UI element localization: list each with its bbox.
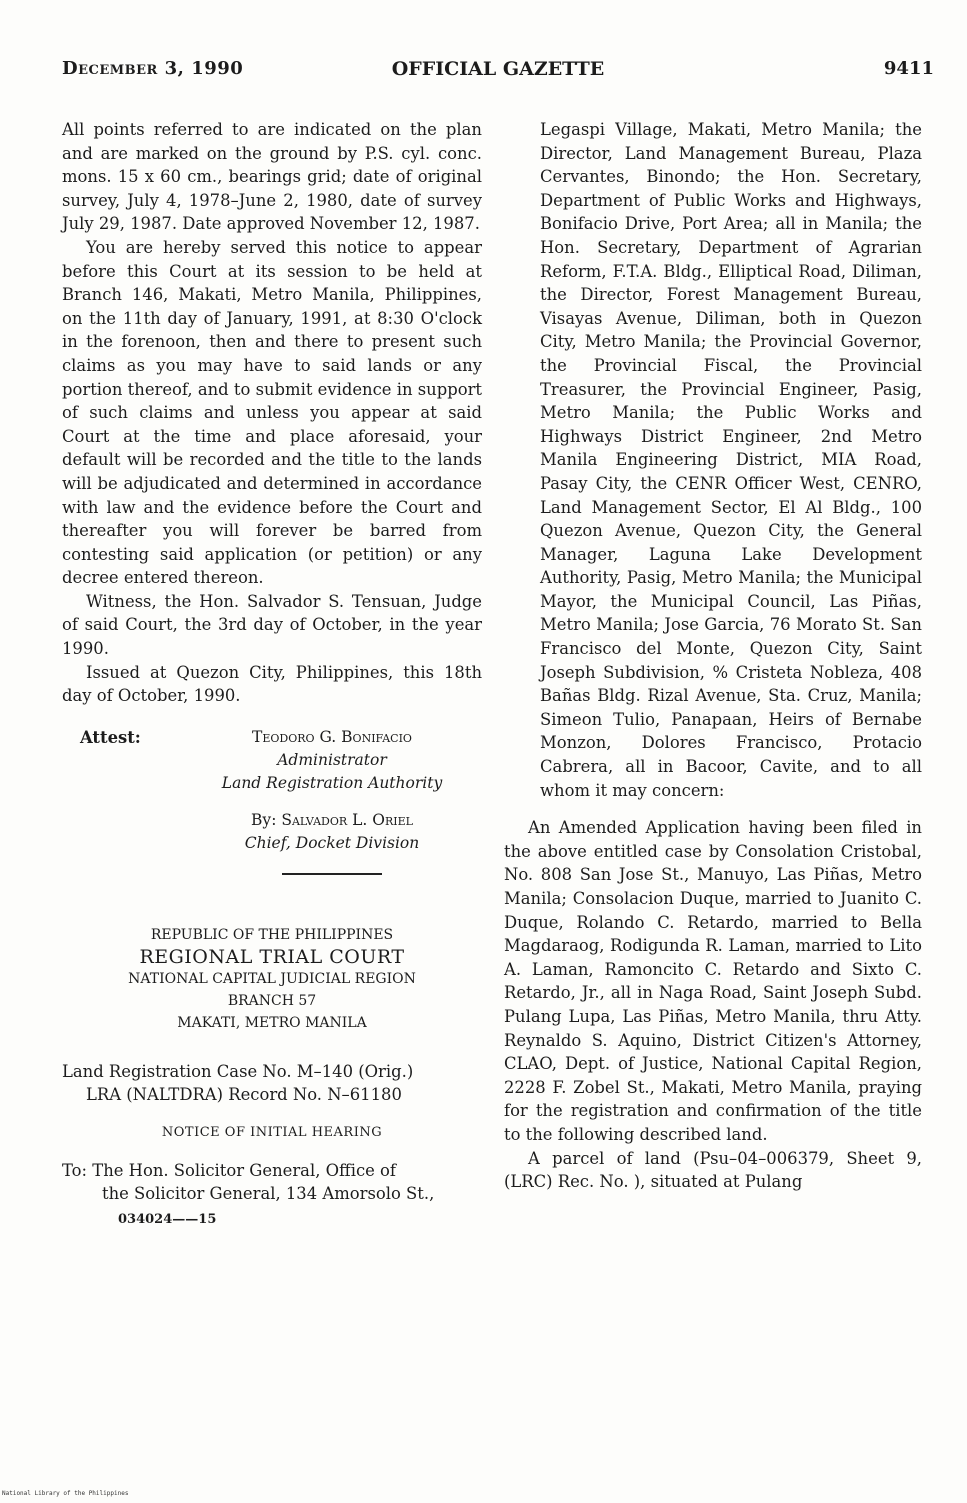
- addressee-continuation: Legaspi Village, Makati, Metro Manila; the Director, Land Management Bureau, Plaza Cervantes, Binondo; the Hon. Secretary, Department of Public Works and Highways, Bonifacio Drive, Port Area; all in Manila; the Hon. Secretary, Department of Agrarian Reform, F.T.A. Bldg., Elliptical Road, Diliman, the Director, Forest Management Bureau, Visayas Avenue, Diliman, both in Quezon City, Metro Manila; the Provincial Governor, the Provincial Fiscal, the Provincial Treasurer, the Provincial Engineer, Pasig, Metro Manila; the Public Works and Highways District Engineer, 2nd Metro Manila Engineering District, MIA Road, Pasay City, the CENR Officer West, CENRO, Land Management Sector, El Al Bldg., 100 Quezon Avenue, Quezon City, the General Manager, Laguna Lake Development Authority, Pasig, Metro Manila; the Municipal Mayor, the Municipal Council, Las Piñas, Metro Manila; Jose Garcia, 76 Morato St. San Francisco del Monte, Quezon City, Saint Joseph Subdivision, % Cristeta Nobleza, 408 Bañas Bldg. Rizal Avenue, Sta. Cruz, Manila; Simeon Tulio, Panapaan, Heirs of Bernabe Monzon, Dolores Francisco, Protacio Cabrera, all in Bacoor, Cavite, and to all whom it may concern:: [540, 120, 922, 800]
- section-divider: [282, 873, 382, 875]
- record-number: LRA (NALTDRA) Record No. N–61180: [86, 1085, 402, 1105]
- survey-paragraph: All points referred to are indicated on the plan and are marked on the ground by P.S. cyl. conc. mons. 15 x 60 cm., bearings grid; date of original survey, July 4, 1978–June 2, 1980, date of survey July 29, 1987. Date approved November 12, 1987.: [62, 120, 482, 234]
- print-code: 034024——15: [118, 1211, 217, 1227]
- parcel-paragraph: A parcel of land (Psu–04–006379, Sheet 9, (LRC) Rec. No. ), situated at Pulang: [504, 1148, 922, 1192]
- administrator-name: Teodoro G. Bonifacio: [252, 727, 412, 746]
- notice-title: NOTICE OF INITIAL HEARING: [161, 1125, 383, 1141]
- judicial-region: NATIONAL CAPITAL JUDICIAL REGION: [128, 970, 416, 987]
- case-caption: [62, 1060, 482, 1107]
- docket-chief-name: Salvador L. Oriel: [281, 810, 413, 829]
- right-column: [504, 118, 922, 1194]
- served-notice-paragraph: You are hereby served this notice to appear before this Court at its session to be held at Branch 146, Makati, Metro Manila, Philippines, on the 11th day of January, 1991, at 8:30 O'clock in the forenoon, then and there to present such claims as you may have to said lands or any portion thereof, and to submit evidence in support of such claims and unless you appear at said Court at the time and place aforesaid, your default will be recorded and the title to the lands will be adjudicated and determined in accordance with law and the evidence before the Court and thereafter you will forever be barred from contesting said application (or petition) or any decree entered thereon.: [62, 237, 482, 588]
- addressee-line-1: To: The Hon. Solicitor General, Office of: [62, 1160, 396, 1180]
- publication-title: OFFICIAL GAZETTE: [391, 58, 605, 80]
- administrator-title: Administrator: [277, 750, 387, 769]
- authority-name: Land Registration Authority: [221, 773, 443, 792]
- application-paragraph: An Amended Application having been filed in the above entitled case by Consolation Cristobal, No. 808 San Jose St., Manuyo, Las Piñas, Metro Manila; Consolacion Duque, married to Juanito C. Duque, Rolando C. Retardo, married to Bella Magdaraog, Rodigunda R. Laman, married to Lito A. Laman, Ramoncito C. Retardo and Sixto C. Retardo, Jr., all in Naga Road, Saint Joseph Subd. Pulang Lupa, Las Piñas, Metro Manila, thru Atty. Reynaldo S. Aquino, District Citizen's Attorney, CLAO, Dept. of Justice, National Capital Region, 2228 F. Zobel St., Makati, Metro Manila, praying for the registration and confirmation of the title to the following described land.: [504, 818, 922, 1144]
- branch-line: BRANCH 57: [227, 992, 317, 1009]
- attest-signatories: [182, 726, 482, 875]
- issued-paragraph: Issued at Quezon City, Philippines, this 18th day of October, 1990.: [62, 662, 482, 706]
- attest-label: Attest:: [80, 727, 141, 747]
- library-stamp: National Library of the Philippines: [2, 1490, 129, 1497]
- court-heading: [62, 924, 482, 1034]
- issue-date: December 3, 1990: [62, 58, 244, 79]
- page-header: [62, 58, 934, 88]
- docket-chief-title: Chief, Docket Division: [244, 833, 420, 852]
- left-column: [62, 118, 482, 1231]
- witness-paragraph: Witness, the Hon. Salvador S. Tensuan, Judge of said Court, the 3rd day of October, in the year 1990.: [62, 591, 482, 659]
- court-location: MAKATI, METRO MANILA: [177, 1014, 367, 1031]
- republic-line: REPUBLIC OF THE PHILIPPINES: [150, 926, 394, 943]
- attestation-block: [62, 726, 482, 886]
- addressee-block: [62, 1159, 482, 1206]
- page-number: 9411: [883, 58, 934, 79]
- addressee-line-2: the Solicitor General, 134 Amorsolo St.,: [102, 1184, 435, 1204]
- case-number: Land Registration Case No. M–140 (Orig.): [62, 1061, 414, 1081]
- by-label: By:: [251, 810, 277, 829]
- court-name: REGIONAL TRIAL COURT: [139, 945, 405, 968]
